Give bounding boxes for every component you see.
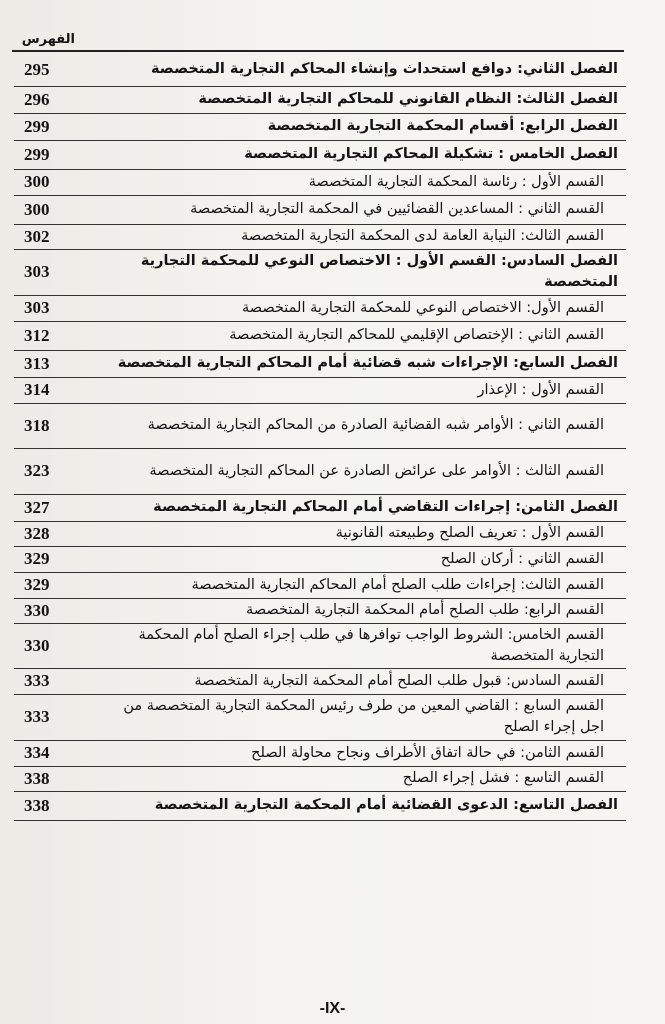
toc-entry-title: القسم الثاني : المساعدين القضائيين في المحكمة التجارية المتخصصة [190, 201, 604, 217]
toc-chapter-row [14, 791, 626, 820]
toc-entry-page: 299 [24, 116, 50, 136]
toc-entry-title: القسم الأول: الاختصاص النوعي للمحكمة التجارية المتخصصة [242, 299, 604, 316]
toc-entry-page: 303 [24, 262, 50, 281]
toc-entry-title: القسم السادس: قبول طلب الصلح أمام المحكمة التجارية المتخصصة [194, 672, 604, 689]
toc-section-row [14, 169, 626, 195]
toc-section-row [14, 623, 626, 668]
toc-entry-title: القسم الثالث: النيابة العامة لدى المحكمة التجارية المتخصصة [241, 228, 604, 244]
toc-section-row [14, 448, 626, 494]
toc-entry-title: القسم الأول : رئاسة المحكمة التجارية المتخصصة [308, 173, 604, 190]
toc-entry-page: 314 [24, 380, 50, 399]
toc-entry-title: الفصل الثامن: إجراءات التقاضي أمام المحاكم التجارية المتخصصة [153, 499, 618, 515]
header-divider [12, 50, 624, 52]
toc-section-row [14, 546, 626, 572]
table-of-contents [14, 54, 626, 821]
toc-entry-title: الفصل التاسع: الدعوى القضائية أمام المحكمة التجارية المتخصصة [154, 797, 618, 813]
toc-entry-title: القسم السابع : القاضي المعين من طرف رئيس المحكمة التجارية المتخصصة من اجل إجراء الصلح [123, 698, 604, 735]
toc-entry-title: الفصل الرابع: أقسام المحكمة التجارية المتخصصة [267, 118, 618, 134]
toc-entry-title: القسم الثامن: في حالة اتفاق الأطراف ونجاح محاولة الصلح [251, 744, 604, 761]
toc-entry-title: القسم الثالث: إجراءات طلب الصلح أمام المحاكم التجارية المتخصصة [191, 576, 604, 593]
toc-entry-page: 323 [24, 461, 50, 480]
toc-chapter-row [14, 140, 626, 169]
toc-section-row [14, 740, 626, 766]
toc-section-row [14, 572, 626, 598]
toc-entry-page: 300 [24, 172, 50, 191]
toc-section-row [14, 321, 626, 350]
toc-chapter-row [14, 86, 626, 113]
toc-chapter-row [14, 113, 626, 140]
toc-entry-page: 330 [24, 635, 50, 655]
toc-entry-title: القسم الثالث : الأوامر على عرائض الصادرة عن المحاكم التجارية المتخصصة [149, 462, 604, 479]
toc-entry-title: القسم الثاني : الأوامر شبه القضائية الصادرة من المحاكم التجارية المتخصصة [147, 417, 604, 433]
toc-section-row [14, 766, 626, 791]
toc-entry-page: 329 [24, 575, 50, 594]
toc-entry-page: 312 [24, 325, 50, 345]
toc-section-row [14, 403, 626, 448]
toc-body [14, 54, 626, 820]
toc-entry-page: 333 [24, 707, 50, 726]
toc-entry-page: 300 [24, 199, 50, 219]
toc-section-row [14, 668, 626, 694]
toc-section-row [14, 295, 626, 321]
toc-entry-page: 334 [24, 743, 50, 762]
toc-entry-title: القسم الخامس: الشروط الواجب توافرها في طلب إجراء الصلح أمام المحكمة التجارية المتخصصة [138, 626, 604, 664]
toc-chapter-row [14, 249, 626, 295]
toc-chapter-row [14, 494, 626, 521]
toc-section-row [14, 195, 626, 224]
toc-entry-title: القسم الثاني : الإختصاص الإقليمي للمحاكم التجارية المتخصصة [229, 327, 604, 343]
toc-section-row [14, 694, 626, 740]
toc-section-row [14, 598, 626, 623]
toc-entry-page: 327 [24, 497, 50, 517]
toc-entry-page: 302 [24, 226, 50, 246]
toc-entry-title: القسم الأول : الإعذار [477, 381, 604, 398]
toc-entry-title: القسم الرابع: طلب الصلح أمام المحكمة التجارية المتخصصة [246, 602, 604, 618]
toc-chapter-row [14, 350, 626, 377]
toc-entry-title: الفصل الثاني: دوافع استحداث وإنشاء المحاكم التجارية المتخصصة [150, 61, 618, 78]
toc-entry-title: القسم الثاني : أركان الصلح [440, 550, 604, 567]
toc-entry-page: 295 [24, 59, 50, 79]
toc-entry-page: 296 [24, 89, 50, 109]
toc-entry-page: 299 [24, 144, 50, 164]
page-number-footer: -IX- [319, 1000, 346, 1017]
toc-entry-title: الفصل الخامس : تشكيلة المحاكم التجارية المتخصصة [244, 146, 618, 162]
toc-entry-title: الفصل السادس: القسم الأول : الاختصاص النوعي للمحكمة التجارية المتخصصة [140, 253, 618, 290]
toc-entry-page: 318 [24, 415, 50, 435]
toc-section-row [14, 377, 626, 403]
toc-entry-page: 303 [24, 298, 50, 317]
toc-entry-page: 333 [24, 671, 50, 690]
index-header-title: الفهرس [21, 32, 75, 47]
toc-entry-page: 328 [24, 523, 50, 543]
toc-entry-page: 330 [24, 600, 50, 620]
toc-entry-page: 313 [24, 353, 50, 373]
toc-entry-title: الفصل السابع: الإجراءات شبه قضائية أمام المحاكم التجارية المتخصصة [117, 355, 618, 371]
toc-entry-title: القسم الأول : تعريف الصلح وطبيعته القانونية [335, 525, 604, 541]
toc-entry-title: الفصل الثالث: النظام القانوني للمحاكم التجارية المتخصصة [198, 91, 618, 107]
toc-entry-page: 338 [24, 795, 50, 815]
toc-entry-page: 329 [24, 549, 50, 568]
toc-section-row [14, 521, 626, 546]
toc-entry-title: القسم التاسع : فشل إجراء الصلح [402, 770, 604, 786]
toc-entry-page: 338 [24, 768, 50, 788]
toc-chapter-row [14, 54, 626, 86]
toc-section-row [14, 224, 626, 249]
